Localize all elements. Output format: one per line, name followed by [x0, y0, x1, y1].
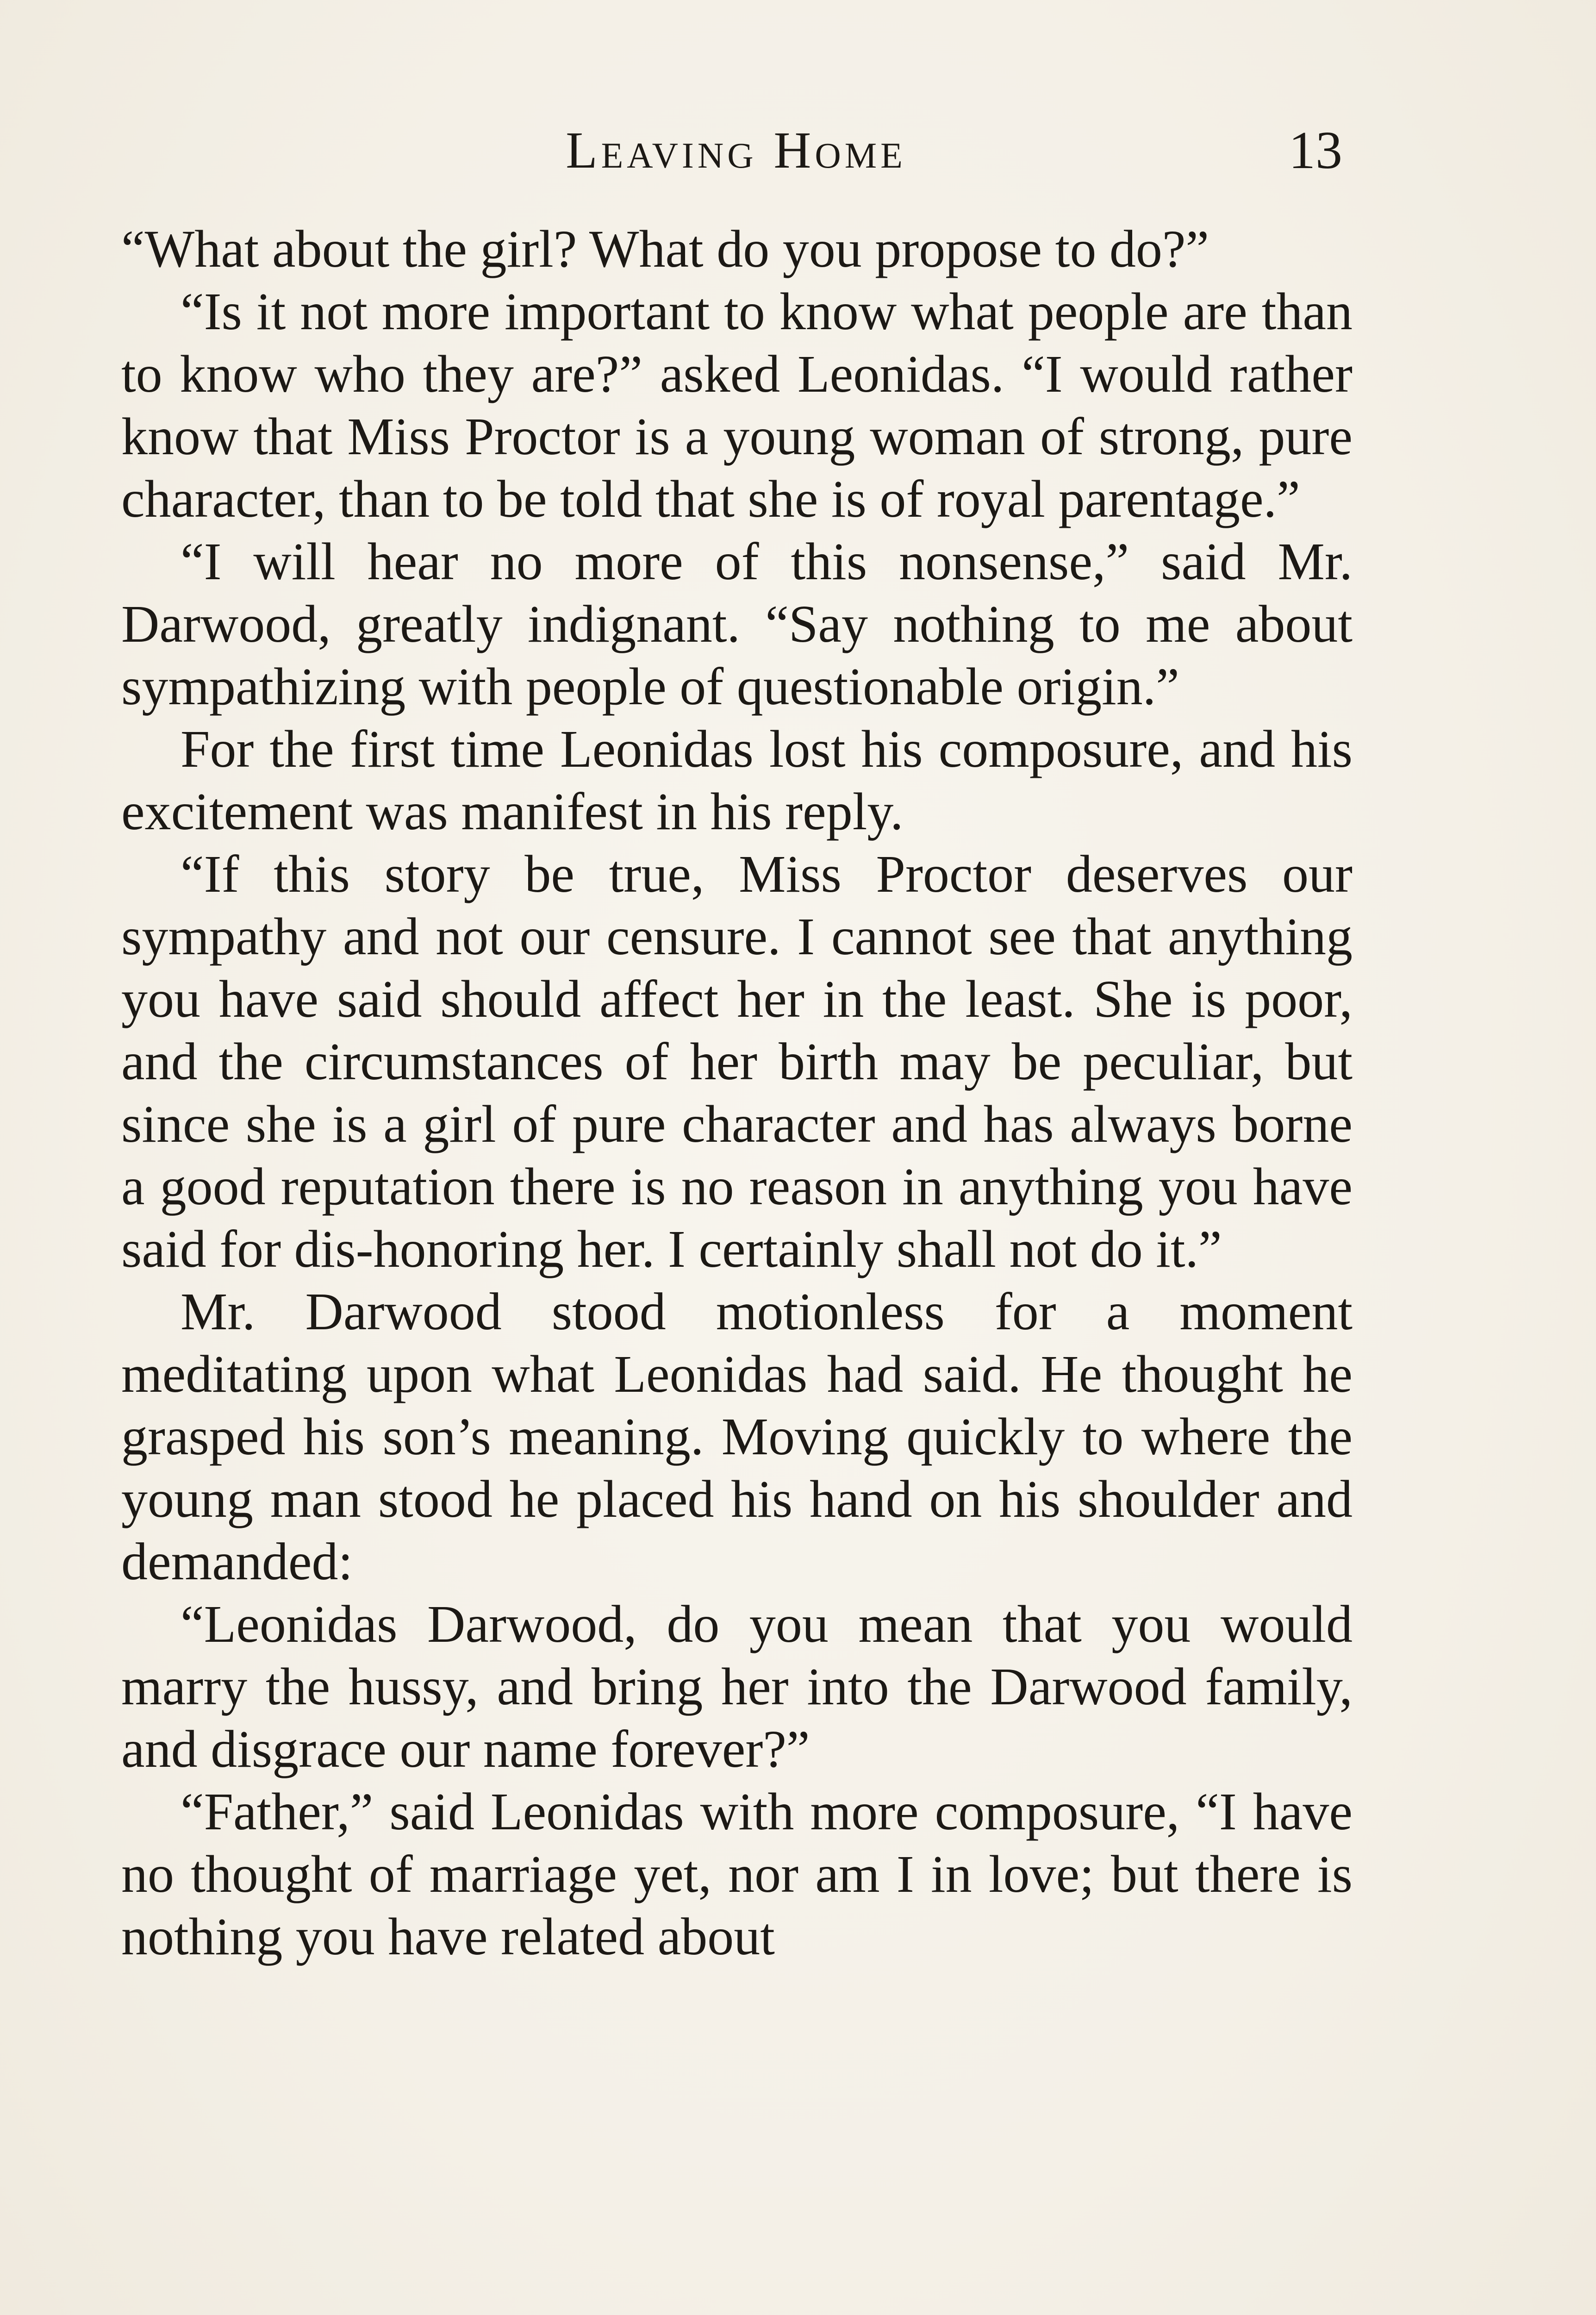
paragraph-6: Mr. Darwood stood motionless for a moment meditating upon what Leonidas had said. He thought he grasped his son’s meaning. Moving quickly to where the young man stood he placed his hand on his shoulder and demanded: — [121, 1282, 1353, 1591]
paragraph-5: “If this story be true, Miss Proctor deserves our sympathy and not our censure. I cannot see that anything you have said should affect her in the least. She is poor, and the circumstances of her birth may be peculiar, but since she is a girl of pure character and has always borne a good reputation there is no reason in anything you have said for dis-honoring her. I certainly shall not do it.” — [121, 845, 1353, 1278]
paragraph-2: “Is it not more important to know what people are than to know who they are?” asked Leonidas. “I would rather know that Miss Proctor is a young woman of strong, pure character, than to be told that she is of royal parentage.” — [121, 282, 1353, 528]
paragraph-1: “What about the girl? What do you propose to do?” — [121, 219, 1209, 278]
body-text — [121, 218, 1353, 1968]
paragraph-7: “Leonidas Darwood, do you mean that you would marry the hussy, and bring her into the Darwood family, and disgrace our name forever?” — [121, 1595, 1353, 1778]
running-head: Leaving Home — [566, 122, 906, 179]
paragraph-3: “I will hear no more of this nonsense,” said Mr. Darwood, greatly indignant. “Say nothing to me about sympathizing with people of questionable origin.” — [121, 532, 1353, 716]
page-header — [120, 113, 1352, 188]
paragraph-4: For the first time Leonidas lost his composure, and his excitement was manifest in his reply. — [121, 720, 1353, 841]
page-number: 13 — [1289, 121, 1342, 180]
paragraph-8: “Father,” said Leonidas with more composure, “I have no thought of marriage yet, nor am I in love; but there is nothing you have related about — [121, 1782, 1353, 1966]
